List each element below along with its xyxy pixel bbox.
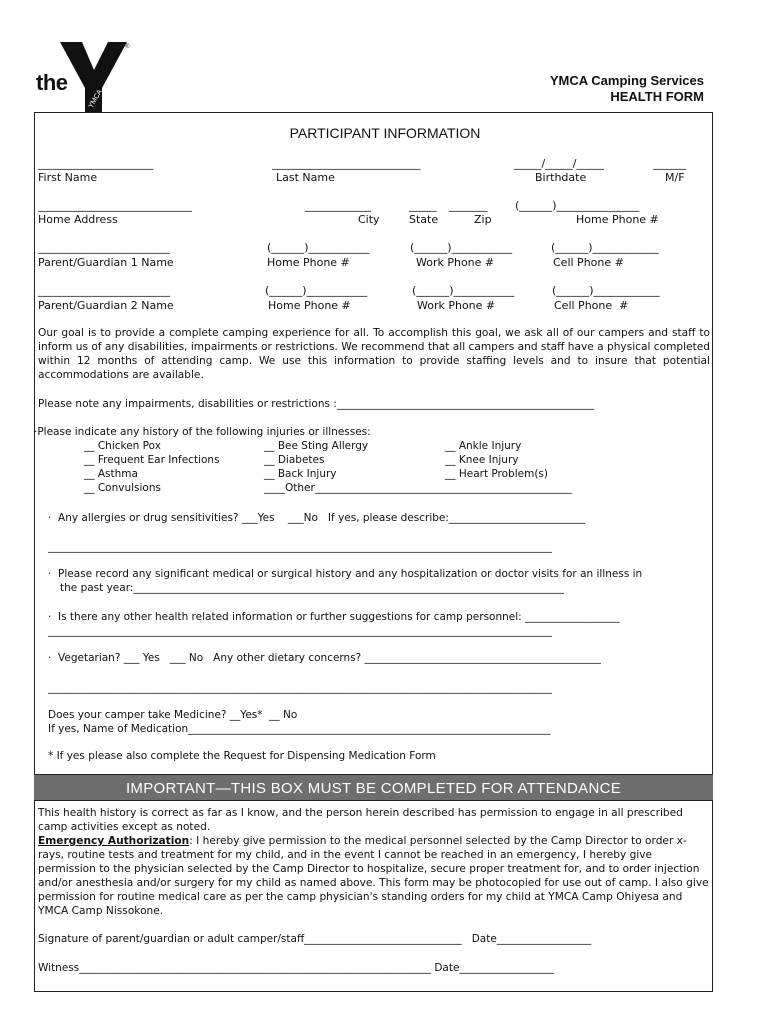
- medication-name-field[interactable]: If yes, Name of Medication_____________________________________________________________________: [48, 723, 551, 735]
- dietary-blank-line[interactable]: ________________________________________________________________________________________________: [48, 682, 552, 694]
- zip-field[interactable]: _______: [449, 199, 488, 212]
- authorization-text: [38, 806, 710, 918]
- important-banner: IMPORTANT—THIS BOX MUST BE COMPLETED FOR ATTENDANCE: [34, 774, 713, 801]
- guardian2-cell-phone-label: Cell Phone #: [554, 299, 629, 312]
- guardian2-work-phone-field[interactable]: (______)___________: [412, 284, 515, 297]
- guardian1-work-phone-label: Work Phone #: [416, 256, 495, 269]
- city-label: City: [358, 213, 380, 226]
- history-ear-infections[interactable]: __ Frequent Ear Infections: [84, 454, 220, 466]
- guardian2-home-phone-label: Home Phone #: [268, 299, 351, 312]
- home-address-label: Home Address: [38, 213, 118, 226]
- other-info-question[interactable]: · Is there any other health related information or further suggestions for camp personnel: __________________: [48, 611, 620, 623]
- first-name-field[interactable]: _____________________: [38, 157, 154, 170]
- sex-label: M/F: [665, 171, 685, 184]
- logo-the-text: the: [36, 70, 68, 95]
- history-chicken-pox[interactable]: __ Chicken Pox: [84, 440, 161, 452]
- medical-history-field[interactable]: the past year:__________________________________________________________________________________: [60, 582, 564, 594]
- sex-field[interactable]: ______: [653, 157, 686, 170]
- history-asthma[interactable]: __ Asthma: [84, 468, 138, 480]
- guardian2-work-phone-label: Work Phone #: [417, 299, 496, 312]
- history-statement: This health history is correct as far as I know, and the person herein described has permission to engage in all prescribed camp activities except as noted.: [38, 807, 683, 833]
- guardian2-name-field[interactable]: ________________________: [38, 284, 170, 297]
- birthdate-field[interactable]: _____/_____/_____: [514, 157, 604, 170]
- guardian1-home-phone-label: Home Phone #: [267, 256, 350, 269]
- emergency-authorization-text: : I hereby give permission to the medical personnel selected by the Camp Director to order x-rays, routine tests and treatment for my child, and in the event I cannot be reached in an emergency, I hereby give permission to the physician selected by the Camp Director to hospitalize, secure proper treatment for, and to order injection and/or anesthesia and/or surgery for my child as named above. This form may be photocopied for use out of camp. I also give permission for routine medical care as per the camp physician's standing orders for my child at YMCA Camp Ohiyesa and YMCA Camp Nissokone.: [38, 835, 709, 917]
- guardian1-work-phone-field[interactable]: (______)___________: [410, 241, 513, 254]
- other-info-blank-line[interactable]: ________________________________________________________________________________________________: [48, 625, 552, 637]
- medication-note: * If yes please also complete the Request for Dispensing Medication Form: [48, 750, 436, 762]
- guardian2-cell-phone-field[interactable]: (______)____________: [552, 284, 660, 297]
- header-form-title: HEALTH FORM: [610, 89, 704, 104]
- history-ankle-injury[interactable]: __ Ankle Injury: [445, 440, 522, 452]
- last-name-label: Last Name: [276, 171, 335, 184]
- history-heart-problems[interactable]: __ Heart Problem(s): [445, 468, 548, 480]
- svg-text:®: ®: [125, 44, 130, 50]
- medicine-question[interactable]: Does your camper take Medicine? __Yes* __ No: [48, 709, 298, 721]
- last-name-field[interactable]: ___________________________: [272, 157, 421, 170]
- section-title: PARTICIPANT INFORMATION: [289, 125, 481, 141]
- history-bee-sting[interactable]: __ Bee Sting Allergy: [264, 440, 369, 452]
- city-field[interactable]: ____________: [305, 199, 371, 212]
- allergies-question[interactable]: · Any allergies or drug sensitivities? ___Yes ___No If yes, please describe:__________________________: [48, 512, 586, 524]
- history-back-injury[interactable]: __ Back Injury: [264, 468, 337, 480]
- history-knee-injury[interactable]: __ Knee Injury: [445, 454, 519, 466]
- birthdate-label: Birthdate: [535, 171, 587, 184]
- allergies-blank-line[interactable]: ________________________________________________________________________________________________: [48, 541, 552, 553]
- home-phone-field[interactable]: (______)_______________: [515, 199, 640, 212]
- medical-history-question: · Please record any significant medical or surgical history and any hospitalization or doctor visits for an illness in: [48, 568, 643, 580]
- state-field[interactable]: _____: [409, 199, 437, 212]
- signature-field[interactable]: Signature of parent/guardian or adult camper/staff______________________________ Date__________________: [38, 933, 592, 945]
- history-other[interactable]: ____Other_________________________________________________: [264, 482, 573, 494]
- home-address-field[interactable]: ____________________________: [38, 199, 192, 212]
- vegetarian-question[interactable]: · Vegetarian? ___ Yes ___ No Any other dietary concerns? _____________________________________________: [48, 652, 601, 664]
- guardian1-cell-phone-label: Cell Phone #: [553, 256, 624, 269]
- impairments-field[interactable]: Please note any impairments, disabilities or restrictions :_________________________________________________: [38, 398, 595, 410]
- svg-text:YMCA: YMCA: [87, 88, 104, 110]
- history-prompt: ·Please indicate any history of the following injuries or illnesses:: [34, 426, 371, 438]
- history-convulsions[interactable]: __ Convulsions: [84, 482, 161, 494]
- goal-paragraph: Our goal is to provide a complete camping experience for all. To accomplish this goal, we ask all of our campers and staff to inform us of any disabilities, impairments or restrictions. We recommend that all campers and staff have a physical completed within 12 months of attending camp. We use this information to provide staffing levels and to insure that potential accommodations are available.: [38, 327, 710, 381]
- guardian1-name-field[interactable]: ________________________: [38, 241, 170, 254]
- guardian1-name-label: Parent/Guardian 1 Name: [38, 256, 174, 269]
- witness-field[interactable]: Witness___________________________________________________________________ Date__________________: [38, 962, 554, 974]
- guardian2-home-phone-field[interactable]: (______)___________: [265, 284, 368, 297]
- guardian2-name-label: Parent/Guardian 2 Name: [38, 299, 174, 312]
- first-name-label: First Name: [38, 171, 98, 184]
- zip-label: Zip: [474, 213, 492, 226]
- emergency-authorization-label: Emergency Authorization: [38, 835, 190, 847]
- header-org: YMCA Camping Services: [549, 73, 704, 88]
- state-label: State: [409, 213, 439, 226]
- guardian1-cell-phone-field[interactable]: (______)____________: [551, 241, 659, 254]
- guardian1-home-phone-field[interactable]: (______)___________: [267, 241, 370, 254]
- history-diabetes[interactable]: __ Diabetes: [264, 454, 325, 466]
- home-phone-label: Home Phone #: [576, 213, 659, 226]
